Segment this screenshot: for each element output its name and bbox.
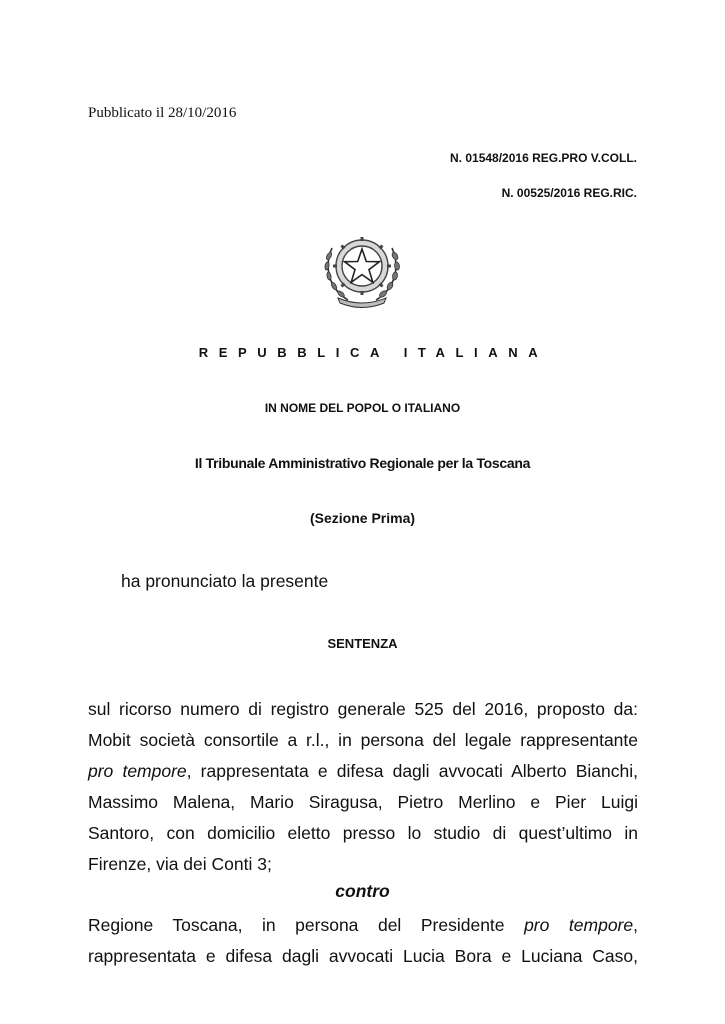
republic-heading: REPUBBLICA ITALIANA (198, 345, 549, 360)
republic-emblem-icon (322, 226, 402, 308)
register-number-appeal: N. 00525/2016 REG.RIC. (501, 186, 637, 200)
judgment-type-heading: SENTENZA (327, 636, 398, 651)
italic-term: pro tempore (88, 761, 187, 781)
section-heading: (Sezione Prima) (309, 510, 416, 526)
paragraph-line: sul ricorso numero di registro generale 525 del 2016, proposto da: (88, 699, 638, 719)
paragraph-line-text: , (633, 915, 638, 935)
appellant-paragraph (88, 694, 638, 880)
paragraph-line: rappresentata e difesa dagli avvocati Lucia Bora e Luciana Caso, (88, 946, 638, 966)
in-name-heading: IN NOME DEL POPOL O ITALIANO (264, 401, 461, 415)
register-number-proceedings: N. 01548/2016 REG.PRO V.COLL. (450, 151, 637, 165)
intro-text: ha pronunciato la presente (121, 571, 329, 591)
paragraph-line: Firenze, via dei Conti 3; (88, 854, 272, 874)
paragraph-line: Mobit società consortile a r.l., in persona del legale rappresentante (88, 730, 638, 750)
paragraph-line: Massimo Malena, Mario Siragusa, Pietro Merlino e Pier Luigi (88, 792, 638, 812)
paragraph-line-text: , rappresentata e difesa dagli avvocati Alberto Bianchi, (186, 761, 638, 781)
paragraph-line: Santoro, con domicilio eletto presso lo studio di quest’ultimo in (88, 823, 638, 843)
paragraph-line-text: Regione Toscana, in persona del Presidente (88, 915, 525, 935)
paragraph-line (88, 756, 638, 787)
contro-heading: contro (335, 881, 390, 901)
court-heading: Il Tribunale Amministrativo Regionale per la Toscana (194, 455, 531, 471)
paragraph-line (88, 910, 638, 941)
italic-term: pro tempore (524, 915, 634, 935)
respondent-paragraph (88, 910, 638, 972)
publication-date: Pubblicato il 28/10/2016 (88, 105, 237, 121)
